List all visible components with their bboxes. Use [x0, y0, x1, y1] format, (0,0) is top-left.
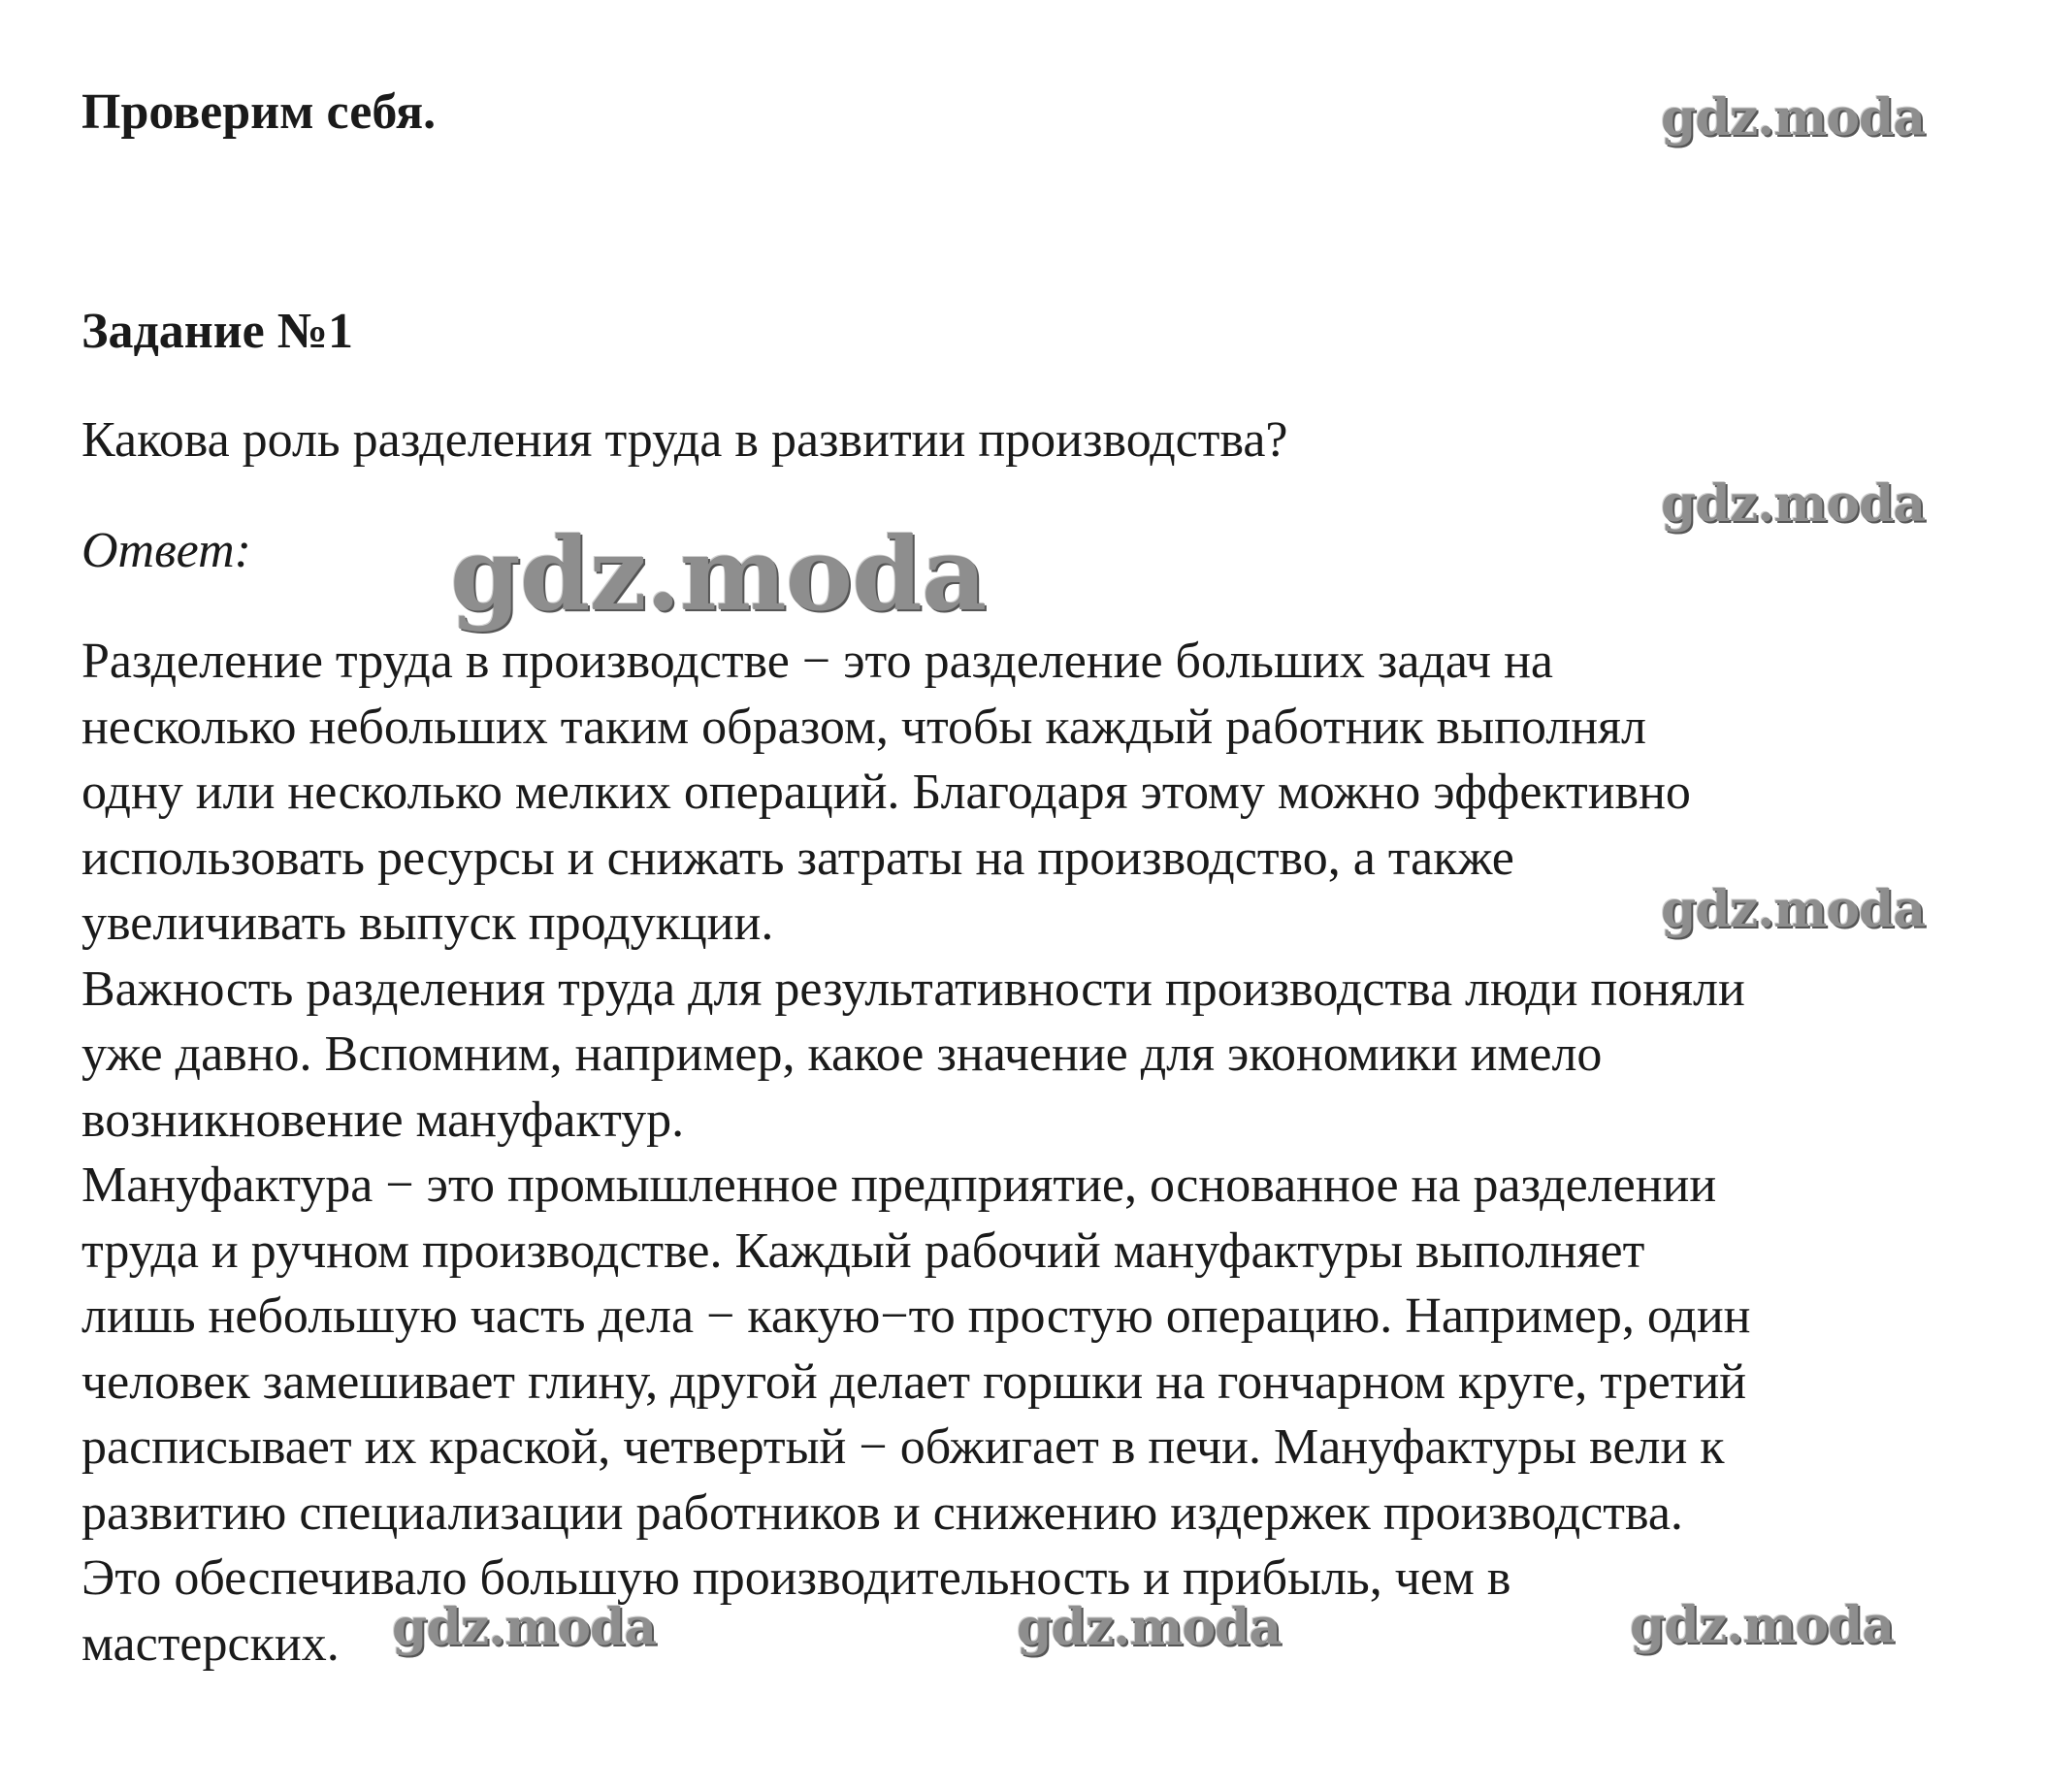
task-question: Какова роль разделения труда в развитии производства? [81, 412, 1288, 468]
answer-line: человек замешивает глину, другой делает горшки на гончарном круге, третий [81, 1353, 1747, 1410]
watermark: gdz.moda [1661, 880, 1926, 939]
watermark: gdz.moda [450, 514, 987, 634]
answer-line: Важность разделения труда для результативности производства люди поняли [81, 961, 1745, 1017]
task-title: Задание №1 [81, 304, 354, 359]
answer-text [81, 629, 2012, 1677]
watermark: gdz.moda [1661, 88, 1926, 147]
answer-line: уже давно. Вспомним, например, какое значение для экономики имело [81, 1026, 1603, 1082]
answer-line: одну или несколько мелких операций. Благодаря этому можно эффективно [81, 765, 1691, 820]
answer-line: лишь небольшую часть дела − какую−то простую операцию. Например, один [81, 1288, 1751, 1344]
watermark: gdz.moda [1661, 474, 1926, 534]
answer-line: расписывает их краской, четвертый − обжигает в печи. Мануфактуры вели к [81, 1419, 1725, 1475]
answer-line: Мануфактура − это промышленное предприятие, основанное на разделении [81, 1157, 1717, 1213]
answer-line: использовать ресурсы и снижать затраты на производство, а также [81, 830, 1514, 886]
answer-line: Разделение труда в производстве − это разделение больших задач на [81, 634, 1553, 689]
answer-line: увеличивать выпуск продукции. [81, 896, 774, 951]
answer-line: несколько небольших таким образом, чтобы каждый работник выполнял [81, 699, 1646, 755]
answer-line: труда и ручном производстве. Каждый рабочий мануфактуры выполняет [81, 1222, 1645, 1279]
answer-line: возникновение мануфактур. [81, 1091, 685, 1148]
answer-line: мастерских. [81, 1615, 340, 1672]
answer-line: развитию специализации работников и снижению издержек производства. [81, 1484, 1683, 1541]
answer-line: Это обеспечивало большую производительность и прибыль, чем в [81, 1550, 1511, 1606]
check-yourself-title: Проверим себя. [81, 84, 437, 140]
answer-label: Ответ: [81, 523, 251, 578]
watermark: gdz.moda [1017, 1598, 1282, 1657]
watermark: gdz.moda [392, 1598, 657, 1657]
watermark: gdz.moda [1630, 1596, 1895, 1655]
